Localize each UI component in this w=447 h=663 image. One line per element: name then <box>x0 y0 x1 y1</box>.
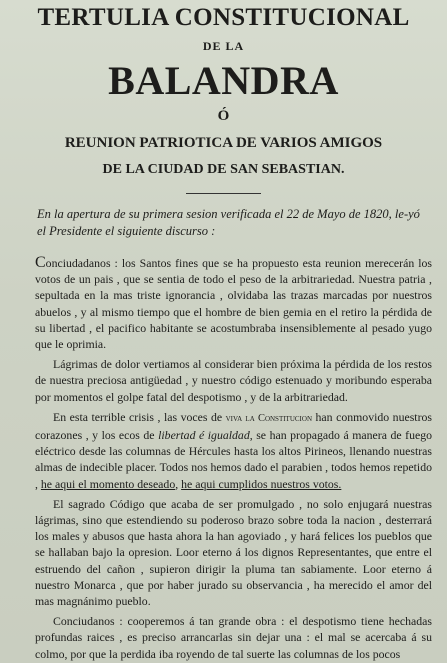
title-line-2: DE LA <box>202 39 245 53</box>
paragraph-3 <box>35 409 432 492</box>
divider <box>186 193 261 194</box>
paragraph-2: Lágrimas de dolor vertiamos al considerar bien próxima la pérdida de los restos de nuestra preciosa antigüedad , y nuestro código estenuado y moribundo esperaba por momentos el golpe fatal del despotismo , y de la arbitrariedad. <box>35 357 432 404</box>
title-line-1: TERTULIA CONSTITUCIONAL <box>37 4 410 31</box>
paragraph-3-smallcaps: viva la Constitucion <box>225 412 312 424</box>
subtitle-line-1: REUNION PATRIOTICA DE VARIOS AMIGOS <box>64 135 383 151</box>
paragraph-3-underline-1: he aqui el momento deseado <box>40 476 176 491</box>
body-text <box>35 255 432 663</box>
paragraph-5: Conciudanos : cooperemos á tan grande obra : el despotismo tiene hechadas profundas raices , es preciso arrancarlas sin dejar una : el mal se acercaba á su colmo, por que la perdida iba royendo de tal suerte las columnas de los pocos <box>35 614 432 661</box>
subtitle-line-2: DE LA CIUDAD DE SAN SEBASTIAN. <box>102 162 345 177</box>
drop-cap: C <box>35 254 46 271</box>
paragraph-1-text: onciudadanos : los Santos fines que se ha propuesto esta reunion merecerán los votos de un pais , que se sentia de todo el peso de la arbitrariedad. Nuestra patria , sepultada en la mas triste ignorancia , olvidaba las trazas marcadas por nuestros abuelos , y al mismo tiempo que el hombre de bien gemia en el retiro la pérdida de su libertad , el pacifico habitante se acostumbraba insensiblemente al pesado yugo que le oprimia. <box>35 256 432 352</box>
title-line-3: BALANDRA <box>108 58 339 103</box>
paragraph-3-part-d: , <box>175 476 179 491</box>
paragraph-3-underline-2: he aqui cumplidos nuestros votos. <box>181 476 342 491</box>
paragraph-3-part-a: En esta terrible crisis , las voces de <box>53 409 223 424</box>
paragraph-3-part-c: , se han propagado á manera de fuego eléctrico desde las columnas de Hércules hasta los altos Pirineos, llenando nuestras almas de indecible placer. Todos nos hemos dado el parabien , todos hemos repetido , <box>35 428 433 491</box>
title-line-4: Ó <box>217 108 230 124</box>
paragraph-3-italic: libertad é igualdad <box>158 428 250 443</box>
intro-paragraph: En la apertura de su primera sesion verificada el 22 de Mayo de 1820, le-yó el Presidente el siguiente discurso : <box>37 207 420 238</box>
paragraph-1 <box>35 255 432 352</box>
paragraph-4: El sagrado Código que acaba de ser promulgado , no solo enjugará nuestras lágrimas, sino que estendiendo su poderoso brazo sobre toda la nacion , desterrará los males y abusos que hasta ahora la han agoviado , y hará felices los pueblos que se hallaban bajo la opresion. Loor eterno á los dignos Representantes, que entre el estruendo del cañon , supieron dirigir la pluma tan sabiamente. Loor eterno á nuestro Monarca , que por haber jurado su observancia , ha merecido el amor del mas magnánimo pueblo. <box>35 496 432 609</box>
paragraph-3-part-b: han conmovido nuestros corazones , y los ecos de <box>35 409 433 443</box>
